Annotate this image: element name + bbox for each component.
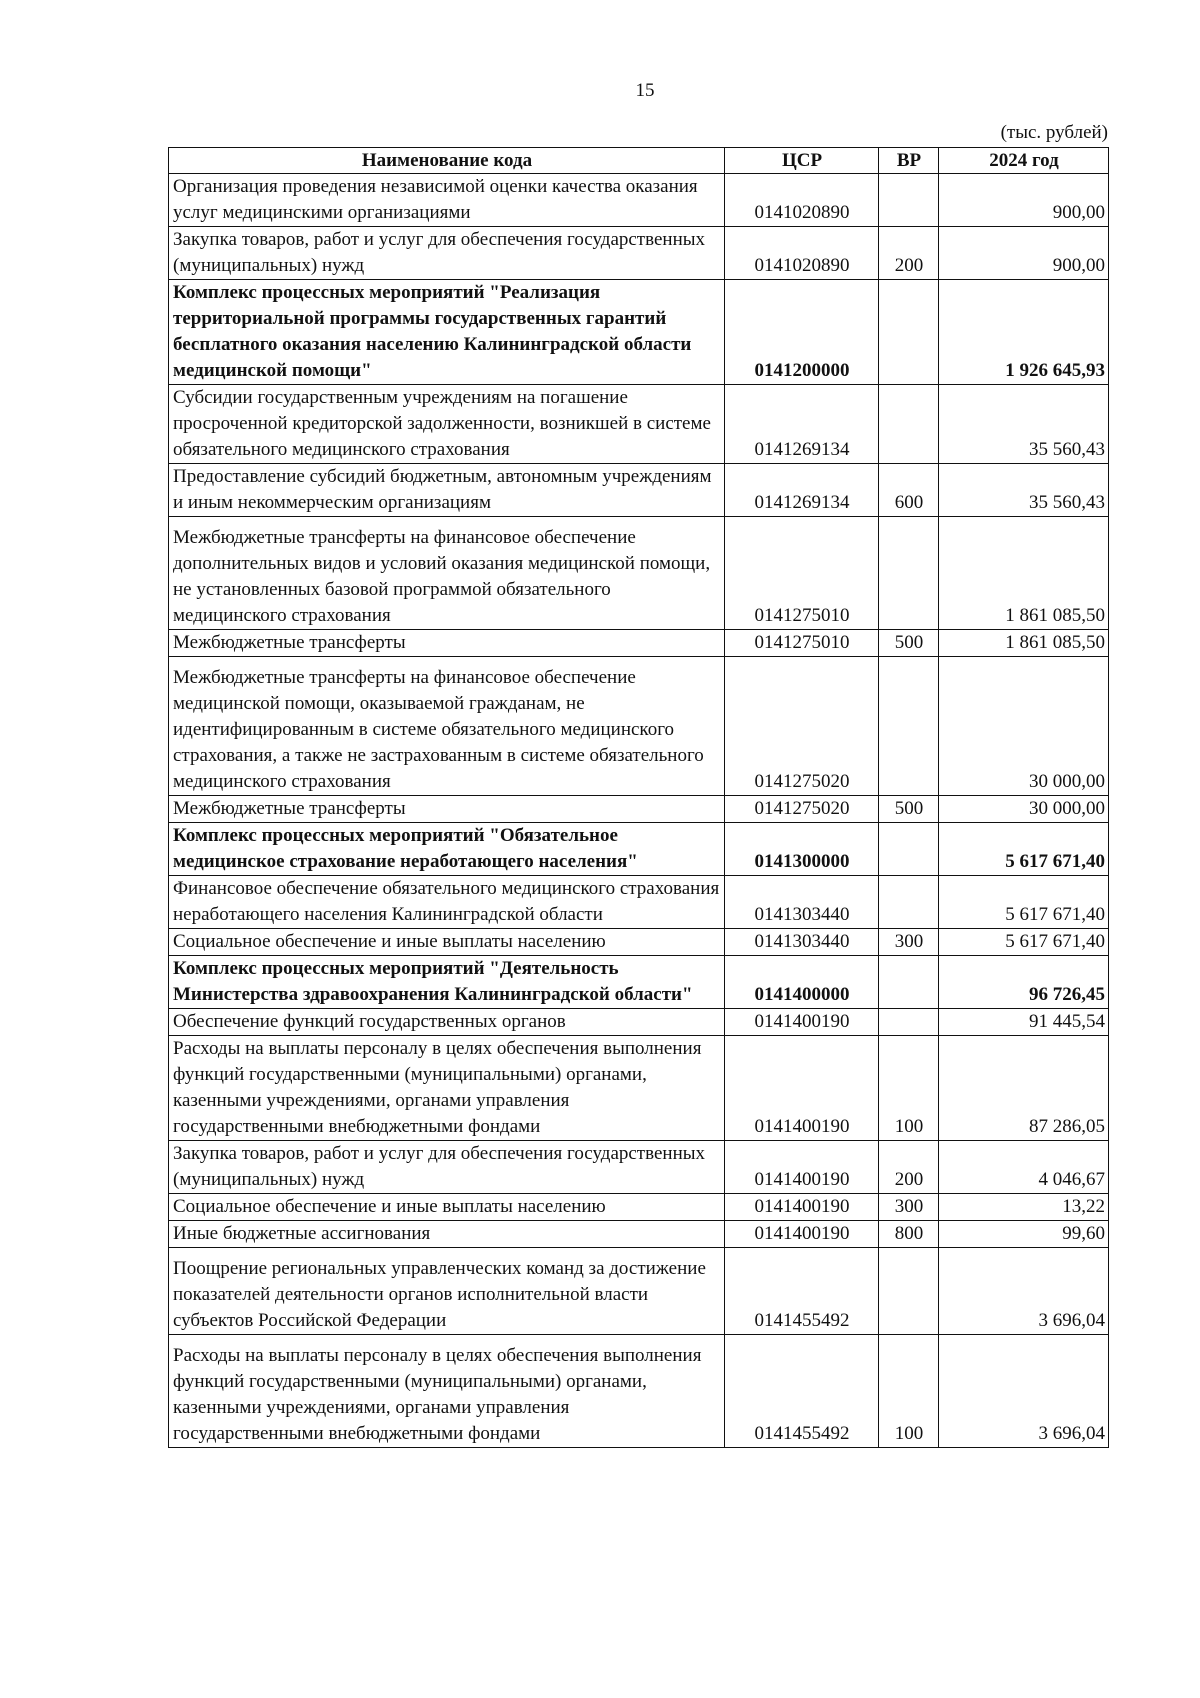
row-csr-cell: 0141269134 [725,464,879,517]
row-amount-cell: 900,00 [939,227,1109,280]
header-name: Наименование кода [169,148,725,174]
table-row [169,956,1109,1009]
row-csr-cell: 0141455492 [725,1335,879,1448]
row-name-cell: Социальное обеспечение и иные выплаты населению [169,1194,725,1221]
table-row [169,876,1109,929]
row-name-cell: Межбюджетные трансферты [169,796,725,823]
table-row [169,174,1109,227]
row-vr-cell: 800 [879,1221,939,1248]
row-csr-cell: 0141400190 [725,1009,879,1036]
row-amount-cell: 35 560,43 [939,385,1109,464]
row-name-cell: Закупка товаров, работ и услуг для обеспечения государственных (муниципальных) нужд [169,1141,725,1194]
row-vr-cell [879,876,939,929]
row-name-cell: Межбюджетные трансферты на финансовое обеспечение дополнительных видов и условий оказания медицинской помощи, не установленных базовой программой обязательного медицинского страхования [169,517,725,630]
row-csr-cell: 0141200000 [725,280,879,385]
row-vr-cell [879,174,939,227]
row-csr-cell: 0141275010 [725,517,879,630]
row-vr-cell: 200 [879,227,939,280]
row-amount-cell: 1 861 085,50 [939,630,1109,657]
row-name-cell: Межбюджетные трансферты на финансовое обеспечение медицинской помощи, оказываемой гражданам, не идентифицированным в системе обязательного медицинского страхования, а также не застрахованным в системе обязательного медицинского страхования [169,657,725,796]
row-name-cell: Обеспечение функций государственных органов [169,1009,725,1036]
row-vr-cell [879,280,939,385]
row-csr-cell: 0141455492 [725,1248,879,1335]
header-row [169,148,1109,174]
row-csr-cell: 0141400190 [725,1141,879,1194]
row-amount-cell: 30 000,00 [939,657,1109,796]
row-vr-cell: 500 [879,796,939,823]
table-row [169,929,1109,956]
row-amount-cell: 5 617 671,40 [939,823,1109,876]
row-name-cell: Субсидии государственным учреждениям на погашение просроченной кредиторской задолженности, возникшей в системе обязательного медицинского страхования [169,385,725,464]
table-row [169,796,1109,823]
row-csr-cell: 0141400000 [725,956,879,1009]
table-row [169,1141,1109,1194]
row-name-cell: Межбюджетные трансферты [169,630,725,657]
row-amount-cell: 1 926 645,93 [939,280,1109,385]
row-vr-cell: 300 [879,929,939,956]
row-name-cell: Расходы на выплаты персоналу в целях обеспечения выполнения функций государственными (муниципальными) органами, казенными учреждениями, органами управления государственными внебюджетными фондами [169,1036,725,1141]
row-csr-cell: 0141275020 [725,796,879,823]
table-row [169,1036,1109,1141]
row-vr-cell [879,1248,939,1335]
table-row [169,657,1109,796]
row-amount-cell: 4 046,67 [939,1141,1109,1194]
row-vr-cell [879,657,939,796]
row-csr-cell: 0141020890 [725,174,879,227]
row-amount-cell: 1 861 085,50 [939,517,1109,630]
row-amount-cell: 35 560,43 [939,464,1109,517]
table-row [169,1194,1109,1221]
table-row [169,227,1109,280]
table-body [169,174,1109,1448]
table-row [169,1221,1109,1248]
row-csr-cell: 0141400190 [725,1194,879,1221]
row-amount-cell: 87 286,05 [939,1036,1109,1141]
row-amount-cell: 3 696,04 [939,1248,1109,1335]
header-year: 2024 год [939,148,1109,174]
units-label: (тыс. рублей) [1000,122,1108,143]
table-row [169,280,1109,385]
row-name-cell: Комплекс процессных мероприятий "Деятельность Министерства здравоохранения Калининградской области" [169,956,725,1009]
row-amount-cell: 13,22 [939,1194,1109,1221]
row-amount-cell: 30 000,00 [939,796,1109,823]
table-row [169,385,1109,464]
row-name-cell: Финансовое обеспечение обязательного медицинского страхования неработающего населения Калининградской области [169,876,725,929]
table-row [169,1009,1109,1036]
row-name-cell: Социальное обеспечение и иные выплаты населению [169,929,725,956]
row-amount-cell: 3 696,04 [939,1335,1109,1448]
row-amount-cell: 91 445,54 [939,1009,1109,1036]
table-row [169,823,1109,876]
row-csr-cell: 0141303440 [725,929,879,956]
row-csr-cell: 0141275010 [725,630,879,657]
row-csr-cell: 0141400190 [725,1221,879,1248]
table-header [169,148,1109,174]
row-name-cell: Иные бюджетные ассигнования [169,1221,725,1248]
row-amount-cell: 5 617 671,40 [939,876,1109,929]
table-row [169,630,1109,657]
budget-table [168,147,1109,1448]
row-csr-cell: 0141275020 [725,657,879,796]
row-vr-cell: 100 [879,1335,939,1448]
row-csr-cell: 0141303440 [725,876,879,929]
row-name-cell: Предоставление субсидий бюджетным, автономным учреждениям и иным некоммерческим организациям [169,464,725,517]
row-csr-cell: 0141400190 [725,1036,879,1141]
row-name-cell: Комплекс процессных мероприятий "Обязательное медицинское страхование неработающего населения" [169,823,725,876]
row-vr-cell: 500 [879,630,939,657]
row-vr-cell: 100 [879,1036,939,1141]
row-name-cell: Организация проведения независимой оценки качества оказания услуг медицинскими организациями [169,174,725,227]
row-amount-cell: 900,00 [939,174,1109,227]
row-csr-cell: 0141020890 [725,227,879,280]
table-row [169,517,1109,630]
header-csr: ЦСР [725,148,879,174]
header-vr: ВР [879,148,939,174]
row-name-cell: Расходы на выплаты персоналу в целях обеспечения выполнения функций государственными (муниципальными) органами, казенными учреждениями, органами управления государственными внебюджетными фондами [169,1335,725,1448]
row-name-cell: Закупка товаров, работ и услуг для обеспечения государственных (муниципальных) нужд [169,227,725,280]
row-amount-cell: 5 617 671,40 [939,929,1109,956]
row-vr-cell [879,1009,939,1036]
row-vr-cell [879,823,939,876]
row-name-cell: Поощрение региональных управленческих команд за достижение показателей деятельности органов исполнительной власти субъектов Российской Федерации [169,1248,725,1335]
row-vr-cell [879,517,939,630]
row-csr-cell: 0141300000 [725,823,879,876]
page-number: 15 [635,80,655,101]
table-row [169,1335,1109,1448]
row-amount-cell: 99,60 [939,1221,1109,1248]
row-vr-cell: 300 [879,1194,939,1221]
row-amount-cell: 96 726,45 [939,956,1109,1009]
row-vr-cell [879,956,939,1009]
row-name-cell: Комплекс процессных мероприятий "Реализация территориальной программы государственных гарантий бесплатного оказания населению Калининградской области медицинской помощи" [169,280,725,385]
row-vr-cell: 200 [879,1141,939,1194]
row-vr-cell: 600 [879,464,939,517]
table-row [169,1248,1109,1335]
row-csr-cell: 0141269134 [725,385,879,464]
table-row [169,464,1109,517]
row-vr-cell [879,385,939,464]
